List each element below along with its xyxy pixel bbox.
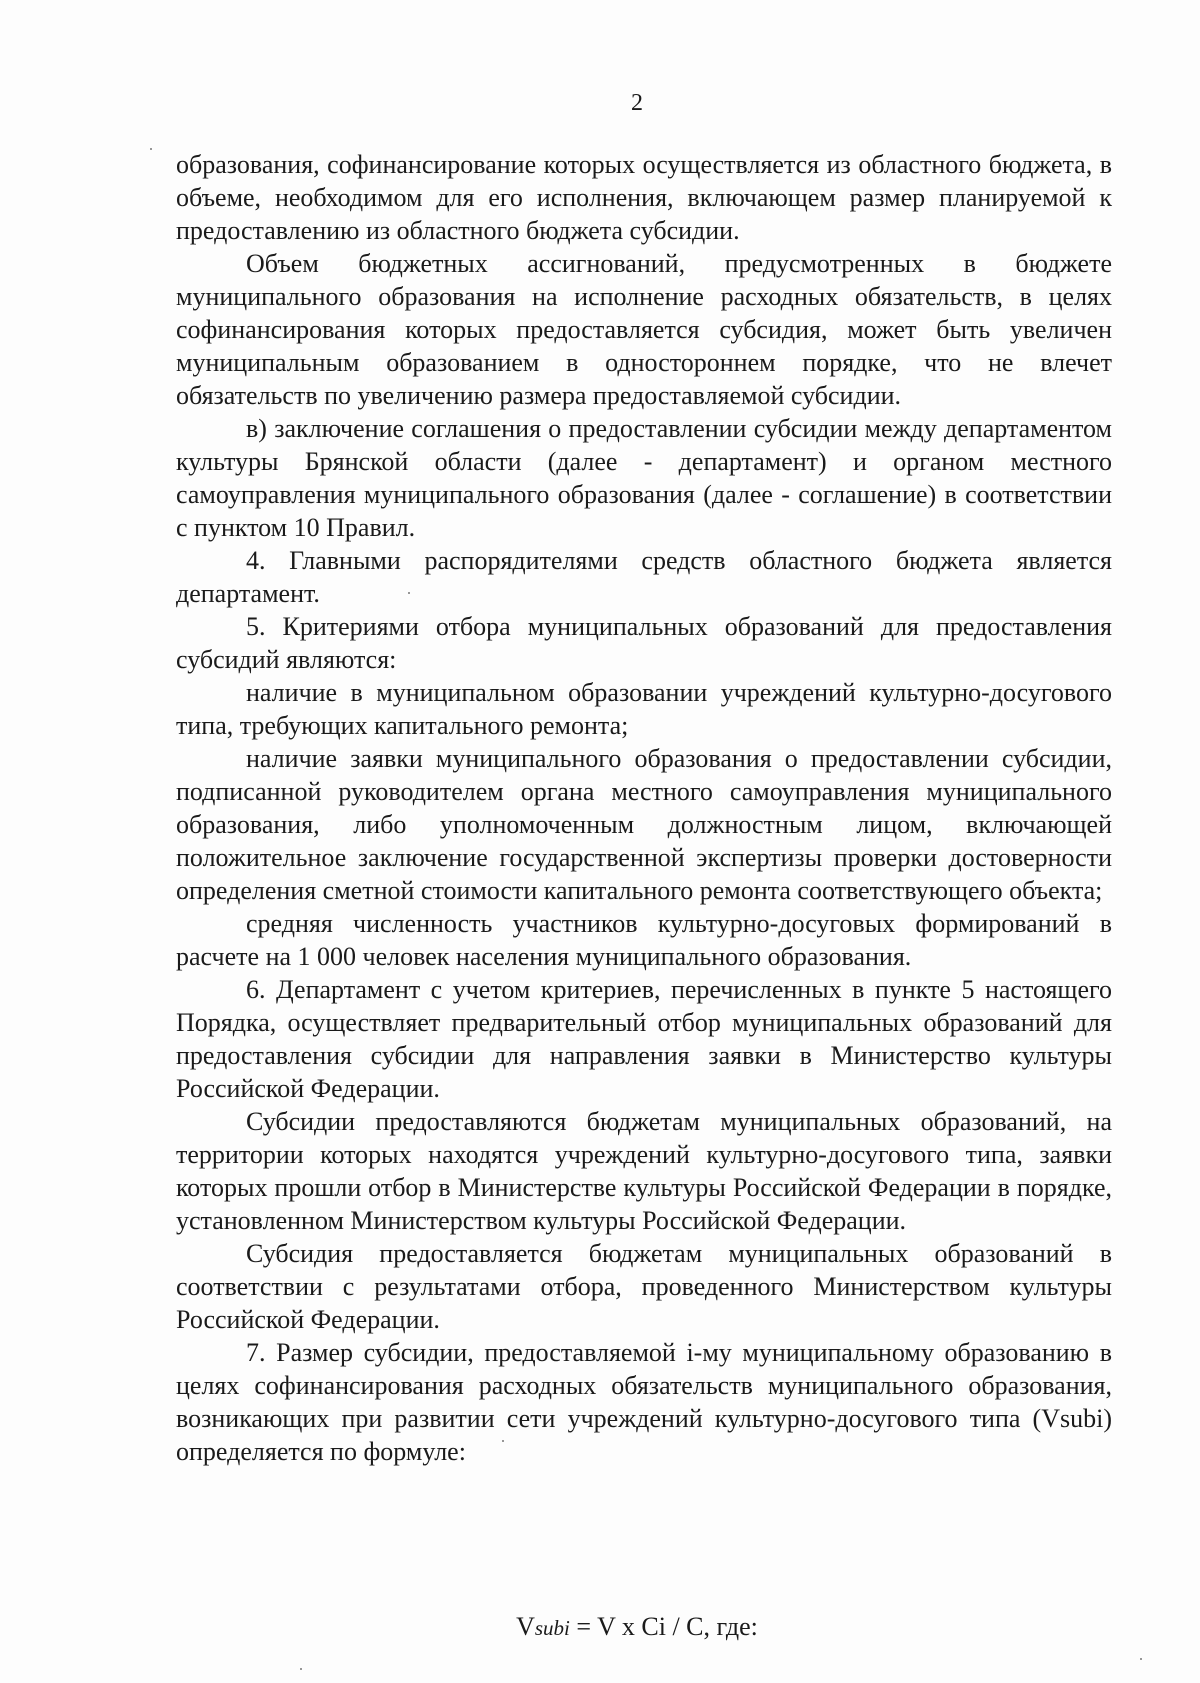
scan-speck — [502, 1440, 504, 1442]
paragraph: Объем бюджетных ассигнований, предусмотренных в бюджете муниципального образования на исполнение расходных обязательств, в целях софинансирования которых предоставляется субсидия, может быть увеличен муниципальным образованием в одностороннем порядке, что не влечет обязательств по увеличению размера предоставляемой субсидии. — [176, 249, 1112, 410]
formula — [0, 1610, 1200, 1645]
paragraph: Субсидия предоставляется бюджетам муниципальных образований в соответствии с результатами отбора, проведенного Министерством культуры Российской Федерации. — [176, 1239, 1112, 1334]
paragraph: 4. Главными распорядителями средств областного бюджета является департамент. — [176, 546, 1112, 608]
formula-subscript: subi — [534, 1616, 570, 1640]
formula-rest: = V x Ci / C, где: — [569, 1612, 758, 1641]
paragraph: 6. Департамент с учетом критериев, перечисленных в пункте 5 настоящего Порядка, осуществляет предварительный отбор муниципальных образований для предоставления субсидии для направления заявки в Министерство культуры Российской Федерации. — [176, 975, 1112, 1103]
paragraph: 5. Критериями отбора муниципальных образований для предоставления субсидий являются: — [176, 612, 1112, 674]
page-number: 2 — [631, 90, 643, 116]
paragraph: образования, софинансирование которых осуществляется из областного бюджета, в объеме, необходимом для его исполнения, включающем размер планируемой к предоставлению из областного бюджета субсидии. — [176, 150, 1112, 245]
document-body — [176, 148, 1112, 1468]
paragraph: Субсидии предоставляются бюджетам муниципальных образований, на территории которых находятся учреждений культурно-досугового типа, заявки которых прошли отбор в Министерстве культуры Российской Федерации в порядке, установленном Министерством культуры Российской Федерации. — [176, 1107, 1112, 1235]
paragraph: наличие в муниципальном образовании учреждений культурно-досугового типа, требующих капитального ремонта; — [176, 678, 1112, 740]
paragraph: средняя численность участников культурно-досуговых формирований в расчете на 1 000 человек населения муниципального образования. — [176, 909, 1112, 971]
scan-speck — [408, 592, 410, 594]
scan-speck — [300, 1668, 302, 1670]
paragraph: в) заключение соглашения о предоставлении субсидии между департаментом культуры Брянской области (далее - департамент) и органом местного самоуправления муниципального образования (далее - соглашение) в соответствии с пунктом 10 Правил. — [176, 414, 1112, 542]
scan-speck — [1140, 1658, 1142, 1660]
scan-speck — [150, 148, 152, 150]
paragraph: 7. Размер субсидии, предоставляемой i-му муниципальному образованию в целях софинансирования расходных обязательств муниципального образования, возникающих при развитии сети учреждений культурно-досугового типа (Vsubi) определяется по формуле: — [176, 1338, 1112, 1466]
paragraph: наличие заявки муниципального образования о предоставлении субсидии, подписанной руководителем органа местного самоуправления муниципального образования, либо уполномоченным должностным лицом, включающей положительное заключение государственной экспертизы проверки достоверности определения сметной стоимости капитального ремонта соответствующего объекта; — [176, 744, 1112, 905]
formula-base: V — [516, 1612, 535, 1641]
